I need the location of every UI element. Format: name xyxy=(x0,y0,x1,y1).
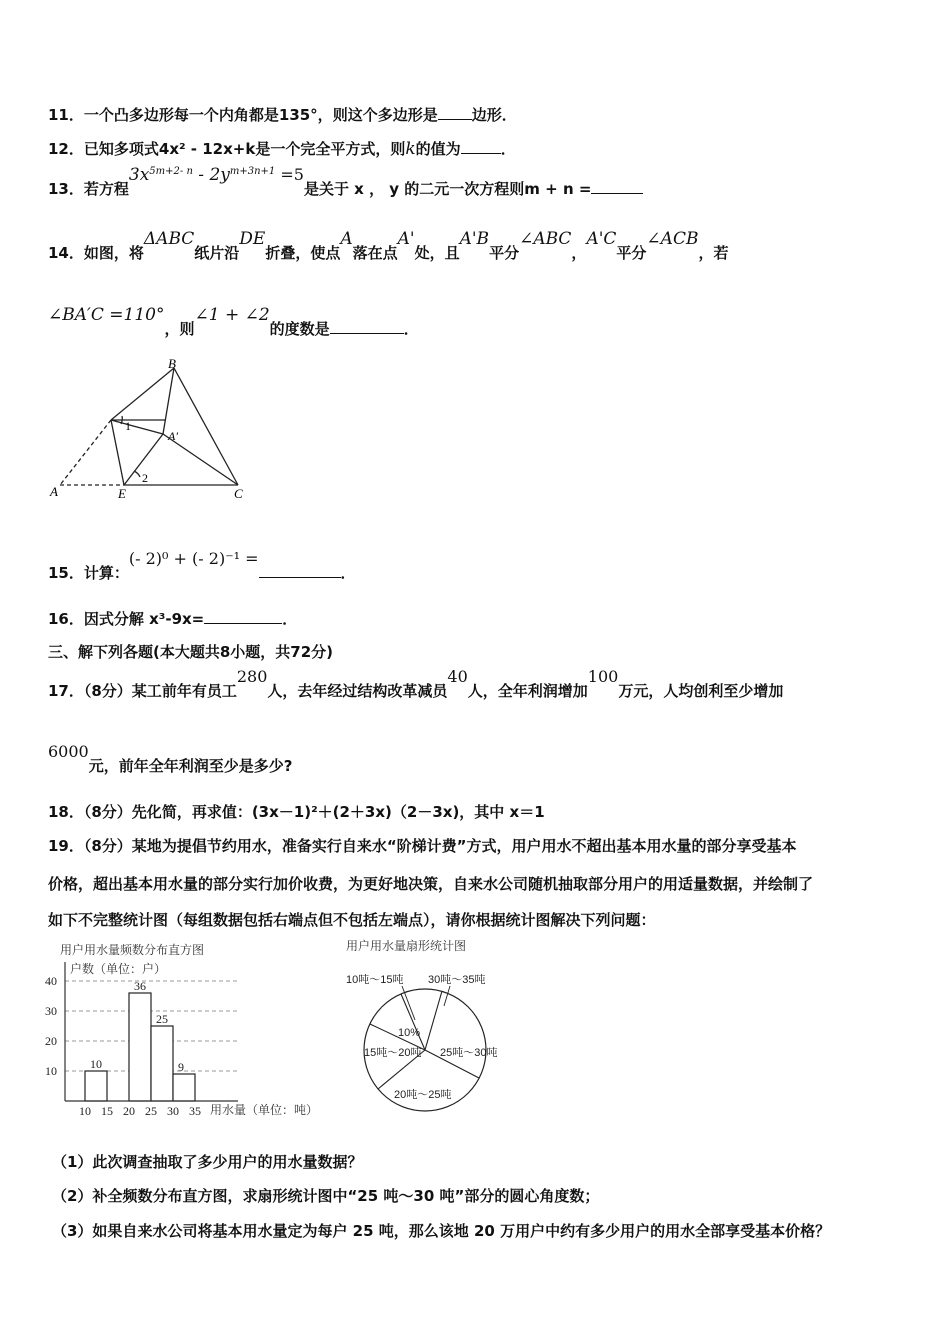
question-11: 11．一个凸多边形每一个内角都是135°，则这个多边形是 边形． xyxy=(48,106,517,124)
histogram-ylabel: 户数（单位：户） xyxy=(70,962,167,976)
question-number: 16． xyxy=(48,610,84,628)
x-tick-label: 15 xyxy=(101,1104,113,1118)
question-text: 一个凸多边形每一个内角都是135°，则这个多边形是 xyxy=(83,106,438,124)
sub-question-2: （2）补全频数分布直方图，求扇形统计图中“25 吨～30 吨”部分的圆心角度数； xyxy=(52,1187,600,1205)
question-13: 13．若方程$3x^{5m+2- n} - 2y^{m+3n+1} =5$是关于 x ， y 的二元一次方程则m + n = xyxy=(48,178,643,199)
question-15: 15．计算：(- 2)⁰ + (- 2)⁻¹ =． xyxy=(48,549,356,582)
sub-question-3: （3）如果自来水公司将基本用水量定为每户 25 吨，那么该地 20 万用户中约有多少用户的用水全部享受基本价格？ xyxy=(52,1222,831,1240)
math-expression: 4x² - 12x+k xyxy=(158,140,256,158)
y-tick-label: 10 xyxy=(45,1064,57,1078)
answer-blank[interactable] xyxy=(330,319,404,334)
pie-label-10-15: 10吨～15吨 xyxy=(346,974,404,986)
math-equation: $3x^{5m+2- n} - 2y^{m+3n+1} =5$ xyxy=(128,165,304,185)
answer-blank[interactable] xyxy=(204,609,282,624)
histogram-xlabel: 用水量（单位：吨） xyxy=(210,1103,319,1117)
pie-title: 用户用水量扇形统计图 xyxy=(346,939,467,953)
x-tick-label: 30 xyxy=(167,1104,179,1118)
histogram-bar xyxy=(129,993,151,1101)
question-17: 17．（8分）某工前年有员工280人，去年经过结构改革减员40人，全年利润增加100万元，人均创利至少增加 xyxy=(48,667,784,700)
x-tick-label: 35 xyxy=(189,1104,201,1118)
pie-percent: 10% xyxy=(398,1027,421,1039)
question-17-line2: 6000元，前年全年利润至少是多少? xyxy=(48,742,293,775)
question-number: 13． xyxy=(48,180,84,198)
question-number: 15． xyxy=(48,564,84,582)
x-tick-label: 25 xyxy=(145,1104,157,1118)
y-tick-label: 20 xyxy=(45,1034,57,1048)
math-expression: (- 2)⁰ + (- 2)⁻¹ = xyxy=(128,549,259,568)
bar-value-label: 10 xyxy=(90,1057,102,1071)
answer-blank[interactable] xyxy=(259,563,341,578)
pie-label-25-30: 25吨～30吨 xyxy=(440,1047,498,1059)
y-tick-label: 30 xyxy=(45,1004,57,1018)
label-B: B xyxy=(168,358,176,371)
question-number: 14． xyxy=(48,244,84,262)
x-tick-label: 20 xyxy=(123,1104,135,1118)
question-number: 17． xyxy=(48,682,84,700)
triangle-fold-figure xyxy=(48,358,258,508)
question-19-line3: 如下不完整统计图（每组数据包括右端点但不包括左端点），请你根据统计图解决下列问题： xyxy=(48,911,656,929)
section-heading: 三、解下列各题(本大题共8小题，共72分) xyxy=(48,643,334,661)
question-number: 19． xyxy=(48,837,84,855)
pie-chart xyxy=(340,938,510,1118)
x-tick-label: 10 xyxy=(79,1104,91,1118)
histogram-chart xyxy=(38,940,338,1125)
pie-label-30-35: 30吨～35吨 xyxy=(428,974,486,986)
question-12: 12．已知多项式4x² - 12x+k是一个完全平方式，则k的值为 ． xyxy=(48,139,516,159)
answer-blank[interactable] xyxy=(591,179,643,194)
question-14-line2: ∠BA′C =110°，则∠1 + ∠2的度数是 ． xyxy=(48,305,419,338)
bar-value-label: 25 xyxy=(156,1012,168,1026)
sub-question-1: （1）此次调查抽取了多少用户的用水量数据？ xyxy=(52,1153,363,1171)
histogram-bar xyxy=(151,1026,173,1101)
histogram-title: 用户用水量频数分布直方图 xyxy=(60,943,205,957)
label-angle-1: 1 xyxy=(125,419,131,433)
pie-label-20-25: 20吨～25吨 xyxy=(394,1089,452,1101)
question-number: 18． xyxy=(48,803,84,821)
question-18: 18．（8分）先化简，再求值：(3x－1)²＋(2＋3x)（2－3x)，其中 x＝1 xyxy=(48,803,545,821)
question-16: 16．因式分解 x³-9x= ． xyxy=(48,610,298,628)
label-angle-2: 2 xyxy=(142,471,148,485)
question-19: 19．（8分）某地为提倡节约用水，准备实行自来水“阶梯计费”方式，用户用水不超出基本用水量的部分享受基本 xyxy=(48,837,797,855)
question-number: 12． xyxy=(48,140,84,158)
question-14: 14．如图，将ΔABC纸片沿DE折叠，使点A落在点A'处，且A'B平分∠ABC，A'C平分∠ACB，若 xyxy=(48,229,729,262)
label-A: A xyxy=(50,484,58,499)
question-19-line2: 价格，超出基本用水量的部分实行加价收费，为更好地决策，自来水公司随机抽取部分用户的用适量数据，并绘制了 xyxy=(48,875,814,893)
bar-value-label: 9 xyxy=(178,1060,184,1074)
answer-blank[interactable] xyxy=(461,139,501,154)
label-E: E xyxy=(118,486,126,501)
label-A-prime: A′ xyxy=(168,429,178,443)
histogram-bar xyxy=(173,1074,195,1101)
histogram-bar xyxy=(85,1071,107,1101)
y-tick-label: 40 xyxy=(45,974,57,988)
answer-blank[interactable] xyxy=(438,105,472,120)
pie-label-15-20: 15吨～20吨 xyxy=(364,1047,422,1059)
question-number: 11． xyxy=(48,106,84,124)
label-C: C xyxy=(234,486,243,501)
bar-value-label: 36 xyxy=(134,979,146,993)
